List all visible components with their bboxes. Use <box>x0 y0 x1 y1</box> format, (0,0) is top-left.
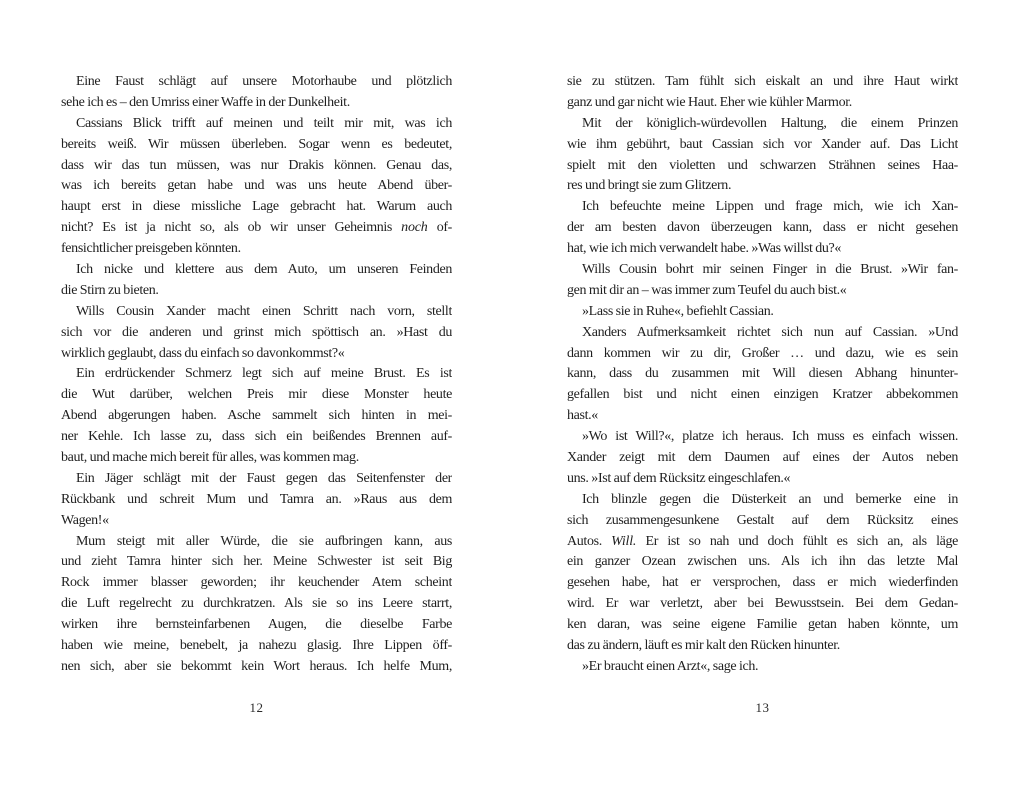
text-segment: das zu ändern, läuft es mir kalt den Rücken hinunter. <box>567 638 840 654</box>
text-segment: Ein Jäger schlägt mit der Faust gegen das Seitenfenster der <box>76 470 452 486</box>
text-line <box>61 260 452 281</box>
text-segment: sich zusammengesunkene Gestalt auf dem Rücksitz eines <box>567 512 958 528</box>
text-segment: sich vor die anderen und grinst mich spöttisch an. »Hast du <box>61 324 452 340</box>
text-line <box>567 239 958 260</box>
text-segment: Ich blinzle gegen die Düsterkeit an und bemerke eine in <box>582 491 958 507</box>
text-line <box>61 323 452 344</box>
text-line <box>61 281 452 302</box>
text-line <box>61 448 452 469</box>
text-segment: res und bringt sie zum Glitzern. <box>567 178 732 194</box>
text-line <box>567 532 958 553</box>
text-line <box>61 197 452 218</box>
text-segment: haben wie meine, benebelt, ja nahezu glasig. Ihre Lippen öff- <box>61 638 452 654</box>
text-segment: Ein erdrückender Schmerz legt sich auf meine Brust. Es ist <box>76 366 452 382</box>
text-segment: baut, und mache mich bereit für alles, was kommen mag. <box>61 450 359 466</box>
text-segment: der am besten davon überzeugen kann, dass er nicht gesehen <box>567 220 958 236</box>
text-line <box>567 135 958 156</box>
text-line <box>61 218 452 239</box>
text-line <box>567 552 958 573</box>
text-line <box>61 72 452 93</box>
text-line <box>567 72 958 93</box>
page-left <box>61 72 452 716</box>
text-line <box>61 93 452 114</box>
text-segment: fensichtlicher preisgeben könnten. <box>61 241 241 257</box>
text-line <box>61 239 452 260</box>
text-segment: Mum steigt mit aller Würde, die sie aufbringen kann, aus <box>76 533 452 549</box>
text-line <box>61 573 452 594</box>
text-segment: Ich befeuchte meine Lippen und frage mich, wie ich Xan- <box>582 199 958 215</box>
text-segment: haupt erst in diese missliche Lage gebracht hat. Warum auch <box>61 199 452 215</box>
text-segment: wirklich geglaubt, dass du einfach so davonkommst?« <box>61 345 345 361</box>
text-segment: nicht? Es ist ja nicht so, als ob wir unser Geheimnis <box>61 220 402 236</box>
text-line <box>61 406 452 427</box>
text-segment: Eine Faust schlägt auf unsere Motorhaube und plötzlich <box>76 74 452 89</box>
text-line <box>61 657 452 678</box>
text-line <box>567 344 958 365</box>
text-column-right <box>567 72 958 678</box>
text-segment: Autos. <box>567 533 612 549</box>
text-line <box>567 323 958 344</box>
text-line <box>567 615 958 636</box>
text-segment: Wills Cousin bohrt mir seinen Finger in die Brust. »Wir fan- <box>582 262 958 278</box>
text-segment: Mit der königlich-würdevollen Haltung, die einem Prinzen <box>582 115 958 131</box>
text-line <box>61 302 452 323</box>
text-line <box>567 511 958 532</box>
text-line <box>567 448 958 469</box>
text-line <box>61 135 452 156</box>
text-line <box>61 344 452 365</box>
text-line <box>567 197 958 218</box>
text-line <box>567 490 958 511</box>
text-segment: wird. Er war verletzt, aber bei Bewusstsein. Bei dem Gedan- <box>567 596 958 612</box>
text-segment: und zieht Tamra hinter sich her. Meine Schwester ist seit Big <box>61 554 452 570</box>
text-line <box>61 490 452 511</box>
text-segment: of- <box>427 220 452 236</box>
text-segment: spielt mit den violetten und schwarzen Strähnen seines Haa- <box>567 157 958 173</box>
text-line <box>61 532 452 553</box>
text-line <box>567 93 958 114</box>
text-line <box>567 406 958 427</box>
text-line <box>567 281 958 302</box>
text-segment: »Wo ist Will?«, platze ich heraus. Ich muss es einfach wissen. <box>582 429 958 445</box>
text-segment: die Wut darüber, welchen Preis mir diese Monster heute <box>61 387 452 403</box>
text-segment: Rückbank und schreit Mum und Tamra an. »Raus aus dem <box>61 491 452 507</box>
text-line <box>61 511 452 532</box>
text-segment: die Stirn zu bieten. <box>61 282 159 298</box>
text-segment: Er ist so nah und doch fühlt es sich an, als läge <box>636 533 958 549</box>
text-line <box>61 615 452 636</box>
text-line <box>61 364 452 385</box>
text-segment: kann, dass du zusammen mit Will diesen Abhang hinunter- <box>567 366 958 382</box>
text-segment: was ich bereits getan habe und was uns heute Abend über- <box>61 178 452 194</box>
text-segment: die Luft regelrecht zu durchkratzen. Als sie so ins Leere starrt, <box>61 596 452 612</box>
text-segment: Cassians Blick trifft auf meinen und teilt mir mit, was ich <box>76 115 452 131</box>
italic-text: noch <box>401 220 428 236</box>
text-line <box>61 427 452 448</box>
text-line <box>61 636 452 657</box>
text-line <box>61 469 452 490</box>
text-segment: ein ganzer Ozean zwischen uns. Als ich ihn das letzte Mal <box>567 554 958 570</box>
text-segment: Rock immer blasser geworden; ihr keuchender Atem scheint <box>61 575 452 591</box>
text-line <box>567 427 958 448</box>
text-line <box>567 636 958 657</box>
text-line <box>567 260 958 281</box>
text-segment: gesehen habe, hat er versprochen, dass er mich wiederfinden <box>567 575 958 591</box>
text-segment: uns. »Ist auf dem Rücksitz eingeschlafen.« <box>567 470 791 486</box>
page-right <box>567 72 958 716</box>
text-line <box>567 114 958 135</box>
text-segment: »Lass sie in Ruhe«, befiehlt Cassian. <box>582 303 774 319</box>
page-number-right: 13 <box>755 699 770 715</box>
italic-text: Will. <box>611 533 637 549</box>
text-segment: ner Kehle. Ich lasse zu, dass sich ein beißendes Brennen auf- <box>61 429 452 445</box>
text-line <box>567 573 958 594</box>
text-line <box>567 156 958 177</box>
text-column-left <box>61 72 452 678</box>
text-line <box>567 302 958 323</box>
text-line <box>567 657 958 678</box>
text-line <box>567 364 958 385</box>
text-segment: hast.« <box>567 408 598 424</box>
text-segment: gefallen bist und nicht einen einzigen Kratzer abbekommen <box>567 387 958 403</box>
text-line <box>567 594 958 615</box>
text-line <box>61 385 452 406</box>
text-line <box>61 176 452 197</box>
text-line <box>61 552 452 573</box>
text-segment: bereits weiß. Wir müssen überleben. Sogar wenn es bedeutet, <box>61 136 452 152</box>
text-line <box>567 176 958 197</box>
text-segment: nen sich, aber sie bekommt kein Wort heraus. Ich helfe Mum, <box>61 658 452 674</box>
text-segment: Ich nicke und klettere aus dem Auto, um unseren Feinden <box>76 262 452 278</box>
text-segment: hat, wie ich mich verwandelt habe. »Was willst du?« <box>567 241 842 257</box>
text-segment: sehe ich es – den Umriss einer Waffe in der Dunkelheit. <box>61 94 350 110</box>
text-segment: sie zu stützen. Tam fühlt sich eiskalt an und ihre Haut wirkt <box>567 74 958 89</box>
text-line <box>61 114 452 135</box>
text-segment: Wagen!« <box>61 512 109 528</box>
page-number-left: 12 <box>249 699 264 715</box>
text-line <box>61 156 452 177</box>
text-line <box>567 218 958 239</box>
text-line <box>61 594 452 615</box>
text-segment: ken daran, was seine eigene Familie getan haben könnte, um <box>567 617 958 633</box>
text-segment: ganz und gar nicht wie Haut. Eher wie kühler Marmor. <box>567 94 852 110</box>
text-line <box>567 385 958 406</box>
text-segment: Abend abgerungen haben. Asche sammelt sich hinten in mei- <box>61 408 452 424</box>
text-segment: Xanders Aufmerksamkeit richtet sich nun auf Cassian. »Und <box>582 324 958 340</box>
text-segment: dann kommen wir zu dir, Großer … und dazu, wie es sein <box>567 345 958 361</box>
text-line <box>567 469 958 490</box>
text-segment: wie ihm gebührt, baut Cassian sich vor Xander auf. Das Licht <box>567 136 958 152</box>
text-segment: wirken ihre bernsteinfarbenen Augen, die dieselbe Farbe <box>61 617 452 633</box>
text-segment: dass wir das tun müssen, was nur Drakis können. Genau das, <box>61 157 452 173</box>
text-segment: »Er braucht einen Arzt«, sage ich. <box>582 658 759 674</box>
text-segment: Wills Cousin Xander macht einen Schritt nach vorn, stellt <box>76 303 452 319</box>
text-segment: Xander zeigt mit dem Daumen auf eines der Autos neben <box>567 450 958 466</box>
text-segment: gen mit dir an – was immer zum Teufel du auch bist.« <box>567 282 847 298</box>
